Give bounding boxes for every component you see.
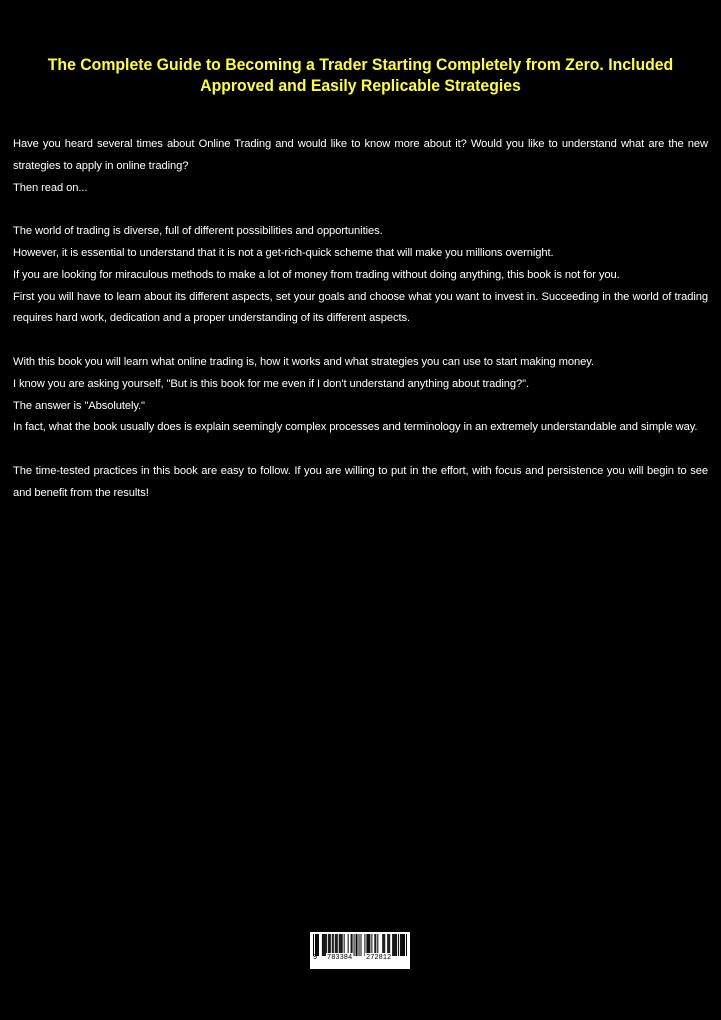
barcode-right-group: 272812 [366, 954, 392, 962]
barcode-bar [406, 934, 407, 956]
barcode-bar [318, 934, 319, 956]
barcode-bar [402, 934, 403, 956]
barcode-bar [396, 934, 397, 956]
barcode-bar [400, 934, 401, 956]
blurb-paragraph: Then read on... [13, 181, 88, 194]
book-title: The Complete Guide to Becoming a Trader Starting Completely from Zero. Included Approved and Easily Replicable Strategies [47, 55, 674, 95]
barcode-bar [392, 934, 393, 956]
barcode-bar [404, 934, 405, 956]
blurb-paragraph: However, it is essential to understand that it is not a get-rich-quick scheme that will make you millions overnight. [13, 246, 554, 259]
blurb-paragraph: In fact, what the book usually does is explain seemingly complex processes and terminology in an extremely understandable and simple way. [13, 421, 698, 434]
blurb-paragraph: The answer is "Absolutely." [13, 399, 145, 412]
blurb-paragraph: The time-tested practices in this book are easy to follow. If you are willing to put in the effort, with focus and persistence you will begin to see and benefit from the results! [13, 464, 708, 499]
barcode-bar [395, 934, 396, 956]
barcode-left-group: 783384 [327, 954, 353, 962]
barcode-bars [310, 932, 410, 969]
barcode-bar [398, 934, 399, 956]
back-cover-blurb [13, 134, 708, 505]
blurb-paragraph: If you are looking for miraculous methods to make a lot of money from trading without doing anything, this book is not for you. [13, 268, 620, 281]
blurb-paragraph: Have you heard several times about Online Trading and would like to know more about it? Would you like to understand what are the new strategies to apply in online trading? [13, 138, 708, 172]
blurb-paragraph: The world of trading is diverse, full of different possibilities and opportunities. [13, 225, 383, 238]
isbn-barcode [310, 932, 410, 969]
barcode-bar [322, 934, 323, 956]
barcode-bar [360, 934, 361, 956]
barcode-bar [359, 934, 360, 956]
paragraph-spacer [13, 330, 708, 352]
barcode-bar [393, 934, 394, 956]
barcode-bar [401, 934, 402, 956]
paragraph-spacer [13, 439, 708, 461]
barcode-lead-digit: 9 [313, 954, 318, 962]
barcode-bar [356, 934, 357, 956]
paragraph-spacer [13, 199, 708, 221]
barcode-bar [357, 934, 358, 956]
barcode-bar [394, 934, 395, 956]
barcode-bar [354, 934, 355, 956]
blurb-paragraph: With this book you will learn what online trading is, how it works and what strategies you can use to start making money. [13, 355, 594, 368]
blurb-paragraph: First you will have to learn about its different aspects, set your goals and choose what you want to invest in. Succeeding in the world of trading requires hard work, dedication and a proper understanding of its different aspects. [13, 290, 708, 325]
blurb-paragraph: I know you are asking yourself, "But is this book for me even if I don't understand anything about trading?". [13, 377, 529, 390]
barcode-bar [323, 934, 324, 956]
barcode-bar [403, 934, 404, 956]
barcode-bar [324, 934, 325, 956]
